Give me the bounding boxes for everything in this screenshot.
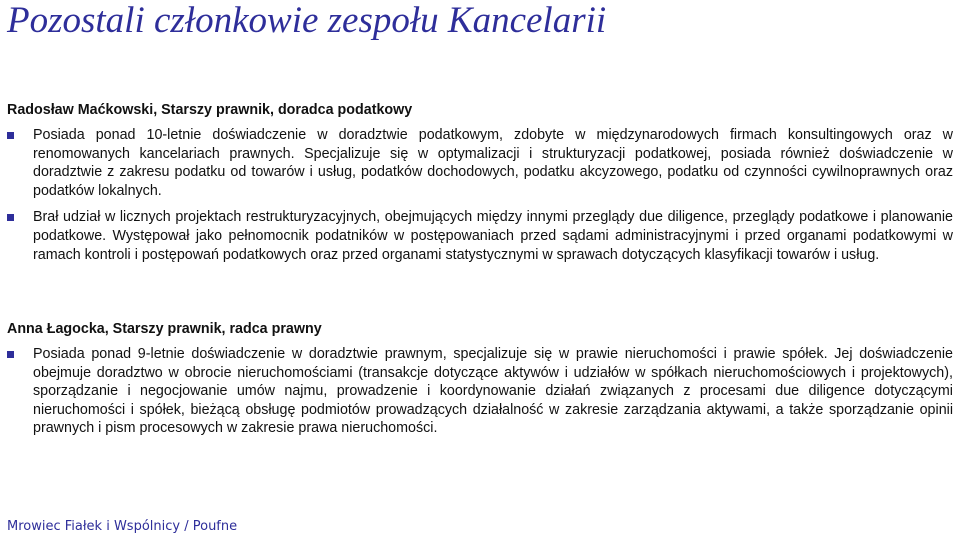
person-header: Anna Łagocka, Starszy prawnik, radca prawny (7, 321, 322, 337)
person-section-mackowski (7, 101, 953, 264)
person-section-lagocka (7, 320, 953, 438)
bullet-item (7, 126, 953, 200)
square-bullet-icon (7, 132, 14, 139)
bullet-text: Brał udział w licznych projektach restrukturyzacyjnych, obejmujących między innymi przeglądy due diligence, przeglądy podatkowe i planowanie podatkowe. Występował jako pełnomocnik podatników w postępowaniach przed sądami administracyjnymi i przed organami podatkowymi w ramach kontroli i postępowań podatkowych oraz przed organami statystycznymi w sprawach dotyczących klasyfikacji towarów i usług. (33, 209, 953, 263)
bullet-list (7, 126, 953, 264)
footer-text: Mrowiec Fiałek i Wspólnicy / Poufne (7, 519, 238, 534)
square-bullet-icon (7, 351, 14, 358)
bullet-text: Posiada ponad 9-letnie doświadczenie w doradztwie prawnym, specjalizuje się w prawie nieruchomości i prawie spółek. Jej doświadczenie obejmuje doradztwo w obrocie nieruchomościami (transakcje dotyczące aktywów i udziałów w spółkach nieruchomościowych i projektowych), sporządzanie i negocjowanie umów najmu, prowadzenie i koordynowanie działań związanych z procesami due diligence dotyczącymi nieruchomości i spółek, bieżącą obsługę podmiotów prowadzących działalność w zakresie zarządzania aktywami, a także sporządzanie opinii prawnych i pism procesowych w zakresie prawa nieruchomości. (33, 346, 953, 437)
bullet-text: Posiada ponad 10-letnie doświadczenie w doradztwie podatkowym, zdobyte w międzynarodowych firmach konsultingowych oraz w renomowanych kancelariach prawnych. Specjalizuje się w optymalizacji i strukturyzacji podatkowej, posiada również doświadczenie w doradztwie z zakresu podatku od towarów i usług, podatków dochodowych, podatku akcyzowego, podatku od czynności cywilnoprawnych oraz podatków lokalnych. (33, 127, 953, 199)
square-bullet-icon (7, 214, 14, 221)
bullet-item (7, 208, 953, 264)
bullet-list (7, 345, 953, 438)
bullet-item (7, 345, 953, 438)
person-header: Radosław Maćkowski, Starszy prawnik, doradca podatkowy (7, 102, 413, 118)
slide-title: Pozostali członkowie zespołu Kancelarii (7, 0, 607, 41)
